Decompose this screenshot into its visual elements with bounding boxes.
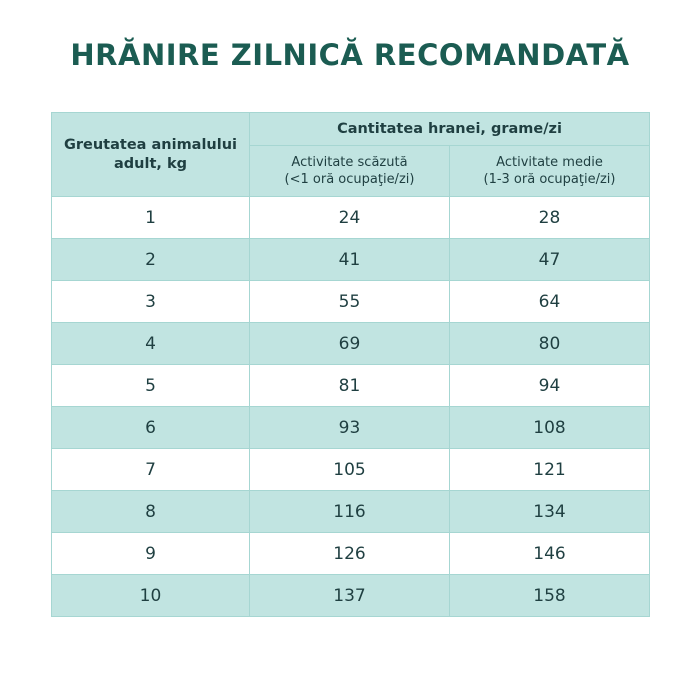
low-activity-label: Activitate scăzută	[291, 155, 408, 170]
table-row	[52, 575, 650, 617]
low-activity-cell: 55	[250, 281, 450, 323]
low-activity-cell: 93	[250, 407, 450, 449]
medium-activity-label: Activitate medie	[496, 155, 603, 170]
medium-activity-cell: 121	[450, 449, 650, 491]
low-activity-note: (<1 oră ocupaţie/zi)	[284, 172, 415, 187]
medium-activity-cell: 28	[450, 197, 650, 239]
low-activity-cell: 116	[250, 491, 450, 533]
medium-activity-cell: 94	[450, 365, 650, 407]
low-activity-cell: 126	[250, 533, 450, 575]
medium-activity-cell: 64	[450, 281, 650, 323]
table-row	[52, 491, 650, 533]
medium-activity-cell: 146	[450, 533, 650, 575]
weight-cell: 5	[52, 365, 250, 407]
medium-activity-cell: 47	[450, 239, 650, 281]
page-title: HRĂNIRE ZILNICĂ RECOMANDATĂ	[70, 38, 630, 72]
table-row	[52, 281, 650, 323]
low-activity-cell: 41	[250, 239, 450, 281]
weight-cell: 8	[52, 491, 250, 533]
table-row	[52, 323, 650, 365]
weight-cell: 2	[52, 239, 250, 281]
weight-cell: 1	[52, 197, 250, 239]
low-activity-cell: 137	[250, 575, 450, 617]
table-row	[52, 449, 650, 491]
table-row	[52, 239, 650, 281]
medium-activity-header	[450, 146, 650, 197]
weight-cell: 7	[52, 449, 250, 491]
medium-activity-cell: 80	[450, 323, 650, 365]
table-row	[52, 197, 650, 239]
weight-cell: 10	[52, 575, 250, 617]
table-row	[52, 365, 650, 407]
table-row	[52, 533, 650, 575]
quantity-group-header: Cantitatea hranei, grame/zi	[250, 113, 650, 146]
medium-activity-cell: 134	[450, 491, 650, 533]
low-activity-cell: 69	[250, 323, 450, 365]
weight-cell: 9	[52, 533, 250, 575]
low-activity-cell: 81	[250, 365, 450, 407]
weight-cell: 4	[52, 323, 250, 365]
medium-activity-note: (1-3 oră ocupaţie/zi)	[483, 172, 616, 187]
weight-cell: 6	[52, 407, 250, 449]
low-activity-cell: 105	[250, 449, 450, 491]
low-activity-cell: 24	[250, 197, 450, 239]
weight-column-header: Greutatea animalului adult, kg	[52, 113, 250, 197]
medium-activity-cell: 158	[450, 575, 650, 617]
feeding-table	[51, 112, 650, 617]
medium-activity-cell: 108	[450, 407, 650, 449]
weight-cell: 3	[52, 281, 250, 323]
low-activity-header	[250, 146, 450, 197]
table-row	[52, 407, 650, 449]
